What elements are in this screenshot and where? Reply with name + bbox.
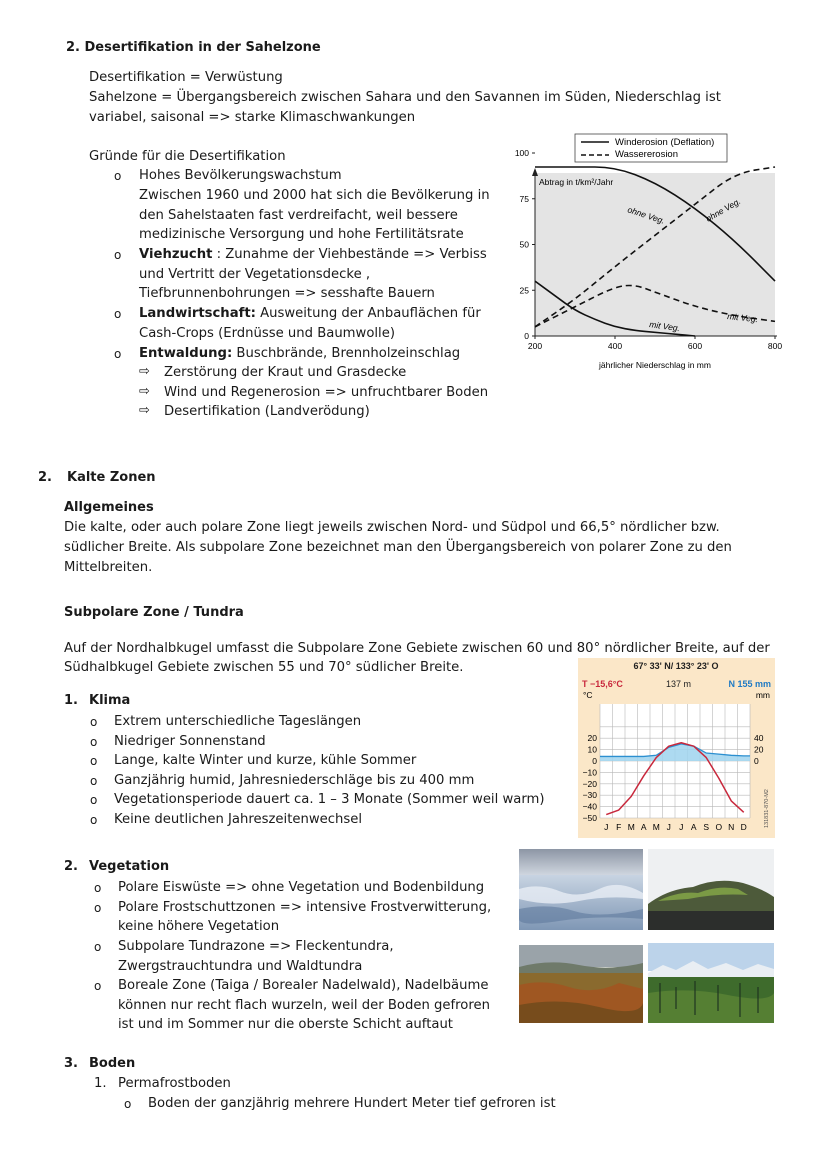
bullet-marker: o [90,813,98,827]
label-mit-veg-wind: mit Veg. [648,319,681,334]
reason-1-title: Hohes Bevölkerungswachstum [139,168,342,183]
bullet-marker: o [94,940,102,954]
definition-sahelzone-line2: variabel, saisonal => starke Klimaschwankungen [89,110,416,125]
bullet-marker: o [94,979,102,993]
bullet-marker: o [90,773,98,788]
label-mit-veg-water: mit Veg. [726,311,759,325]
boden-number: 3. [64,1056,78,1071]
unit-celsius: °C [583,690,593,700]
klima-number: 1. [64,693,78,708]
precip-tick-label: 20 [754,744,764,755]
y-tick-label: 25 [519,285,529,296]
bullet-marker: o [94,881,102,895]
month-label: A [640,822,647,832]
section-heading-sahel: 2. Desertifikation in der Sahelzone [66,40,321,55]
x-tick-label: 400 [607,341,623,351]
x-axis-label: jährlicher Niederschlag in mm [599,360,711,370]
reason-2-text: : Zunahme der Viehbestände => Verbiss [212,247,487,262]
subheading-boden: Boden [89,1056,136,1071]
boden-permafrost: Permafrostboden [118,1076,231,1091]
arrow-icon: ⇨ [139,403,150,418]
y-axis-arrow-icon [532,168,538,176]
photo-boreal-forest [648,943,774,1023]
klima-item: Keine deutlichen Jahreszeitenwechsel [114,812,362,827]
allgemeines-text: südlicher Breite. Als subpolare Zone bezeichnet man den Übergangsbereich von polarer Zone zu den [64,540,732,555]
vegetation-item-4: Boreale Zone (Taiga / Borealer Nadelwald), Nadelbäume [118,978,489,993]
month-label: A [690,822,697,832]
bullet-marker: o [94,901,102,915]
bullet-marker: o [90,715,98,729]
klima-item: Lange, kalte Winter und kurze, kühle Sommer [114,753,417,769]
bullet-marker: o [90,734,98,749]
klima-item: Niedriger Sonnenstand [114,733,266,749]
photo-subpolar-tundra [519,945,643,1023]
boden-sub-number: 1. [94,1076,107,1091]
reason-2-text: Tiefbrunnenbohrungen => sesshafte Bauern [139,286,435,301]
month-label: O [715,822,723,832]
month-label: N [728,822,735,832]
vegetation-item-3: Zwergstrauchtundra und Waldtundra [118,959,363,974]
vegetation-number: 2. [64,859,78,874]
definition-desertifikation: Desertifikation = Verwüstung [89,70,283,85]
bullet-marker: o [114,307,122,321]
month-label: M [652,822,660,832]
subpolare-text: Auf der Nordhalbkugel umfasst die Subpolare Zone Gebiete zwischen 60 und 80° nördlicher Breite, auf der [64,641,770,656]
legend-water-label: Wassererosion [615,149,679,160]
reason-1-text: Zwischen 1960 und 2000 hat sich die Bevölkerung in [139,188,490,203]
temp-tick-label: −10 [582,767,597,778]
x-tick-label: 600 [687,341,703,351]
consequence-2: Wind und Regenerosion => unfruchtbarer Boden [164,385,489,400]
bullet-marker: o [114,169,122,183]
vegetation-item-3: Subpolare Tundrazone => Fleckentundra, [118,939,394,954]
arrow-icon: ⇨ [139,384,150,399]
klima-item: Vegetationsperiode dauert ca. 1 – 3 Monate (Sommer weil warm) [114,792,545,808]
subheading-klima: Klima [89,693,131,708]
consequence-3: Desertifikation (Landverödung) [164,404,370,419]
label-ohne-veg-wind: ohne Veg. [626,204,667,226]
y-tick-label: 0 [524,331,529,341]
photo-frost-rubble-zone [648,849,774,930]
section-number: 2. [38,470,52,485]
y-tick-label: 50 [519,239,529,250]
label-ohne-veg-water: ohne Veg. [704,195,743,224]
precip-tick-label: 0 [754,756,759,766]
y-tick-label: 75 [519,193,529,204]
reasons-title: Gründe für die Desertifikation [89,149,286,164]
month-label: D [740,822,747,832]
reason-3-text: Cash-Crops (Erdnüsse und Baumwolle) [139,326,395,341]
reason-3 [139,304,481,324]
bullet-marker: o [90,793,98,808]
reason-1-text: medizinische Versorgung und hohe Fertilitätsrate [139,227,464,242]
klima-item: Extrem unterschiedliche Tageslängen [114,714,362,729]
y-axis-label: Abtrag in t/km²/Jahr [539,177,614,187]
climate-chart-code: 131831-870-M2 [764,789,770,828]
temp-tick-label: 20 [587,733,597,744]
reason-4-text: Buschbrände, Brennholzeinschlag [232,346,461,361]
y-tick-label: 100 [514,148,529,158]
consequence-1: Zerstörung der Kraut und Grasdecke [164,365,407,380]
month-label: F [616,822,622,832]
arrow-icon: ⇨ [139,364,150,379]
reason-2 [139,245,487,265]
bullet-marker: o [90,754,98,769]
temp-tick-label: 0 [592,756,597,766]
climate-precip-total: N 155 mm [728,679,771,689]
reason-2-bold: Viehzucht [139,247,213,262]
vegetation-item-2: keine höhere Vegetation [118,919,280,934]
bullet-marker: o [114,347,122,361]
photo-polar-ice-desert [519,849,643,930]
month-label: S [703,822,710,832]
definition-sahelzone-line1: Sahelzone = Übergangsbereich zwischen Sahara und den Savannen im Süden, Niederschlag ist [89,90,721,105]
subheading-allgemeines: Allgemeines [64,500,154,515]
vegetation-item-1: Polare Eiswüste => ohne Vegetation und Bodenbildung [118,880,485,895]
reason-2-text: und Vertritt der Vegetationsdecke , [139,267,371,282]
bullet-marker: o [124,1097,132,1111]
reason-3-text: Ausweitung der Anbauflächen für [255,306,481,321]
temp-tick-label: −40 [582,801,597,812]
reason-1-text: den Sahelstaaten fast verdreifacht, weil bessere [139,208,458,223]
climate-mean-temp: T −15,6°C [582,679,623,689]
reason-4 [139,344,460,364]
subheading-subpolare-zone: Subpolare Zone / Tundra [64,605,244,620]
month-label: J [666,822,671,832]
unit-mm: mm [755,690,770,700]
month-label: J [604,822,609,832]
boden-permafrost-description: Boden der ganzjährig mehrere Hundert Meter tief gefroren ist [148,1096,556,1111]
reason-3-bold: Landwirtschaft: [139,306,256,321]
temp-tick-label: 10 [587,744,597,755]
vegetation-item-2: Polare Frostschuttzonen => intensive Frostverwitterung, [118,900,492,915]
vegetation-item-4: können nur recht flach wurzeln, weil der Boden gefroren [118,998,490,1013]
climate-altitude: 137 m [666,679,692,689]
month-label: J [679,822,684,832]
subpolare-text: Südhalbkugel Gebiete zwischen 55 und 70° südlicher Breite. [64,660,464,675]
subheading-vegetation: Vegetation [89,859,170,874]
precip-tick-label: 40 [754,733,764,744]
temp-tick-label: −20 [582,778,597,789]
x-tick-label: 800 [767,341,783,351]
legend-wind-label: Winderosion (Deflation) [615,137,715,148]
climate-coords: 67° 33' N/ 133° 23' O [633,661,719,671]
x-tick-label: 200 [527,341,543,351]
temp-tick-label: −50 [582,813,597,823]
temp-tick-label: −30 [582,790,597,801]
klima-item: Ganzjährig humid, Jahresniederschläge bis zu 400 mm [114,772,475,788]
erosion-chart [505,130,790,375]
section-heading-kalte-zonen: Kalte Zonen [67,470,156,485]
month-label: M [627,822,635,832]
allgemeines-text: Mittelbreiten. [64,560,153,575]
vegetation-item-4: ist und im Sommer nur die oberste Schicht auftaut [118,1017,453,1032]
reason-4-bold: Entwaldung: [139,346,233,361]
bullet-marker: o [114,248,122,262]
allgemeines-text: Die kalte, oder auch polare Zone liegt jeweils zwischen Nord- und Südpol und 66,5° nördlicher bzw. [64,520,720,535]
climate-chart [578,658,775,838]
